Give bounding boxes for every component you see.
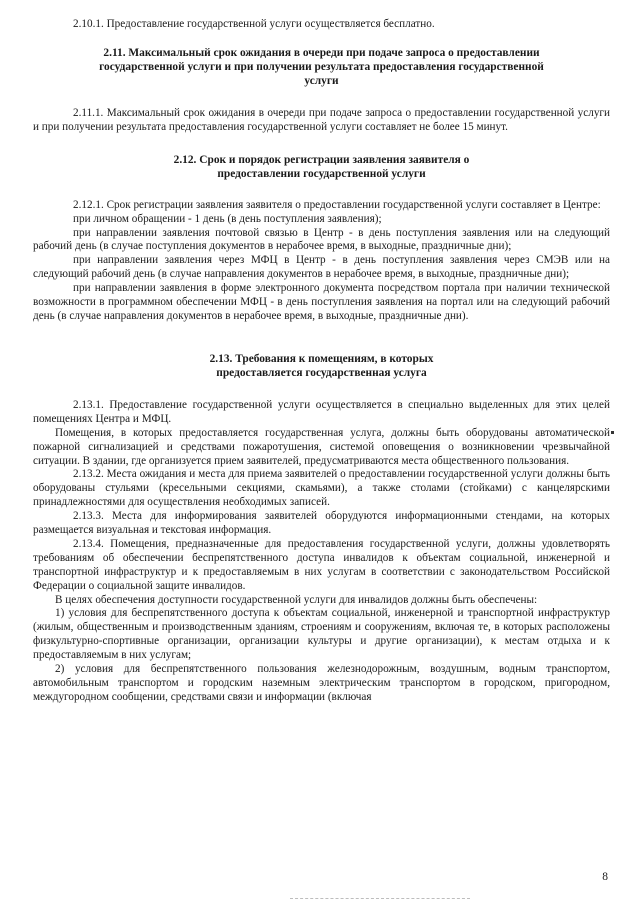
paragraph-2-13-4: 2.13.4. Помещения, предназначенные для предоставления государственной услуги, должны удовлетворять требованиям об обеспечении беспрепятственного доступа инвалидов к объектам социальной, инженерной и транспортной инфраструктур и к предоставляемым в них услугам в соответствии с законодательством Российской Федерации о социальной защите инвалидов.	[33, 537, 610, 592]
scan-edge-line	[290, 898, 470, 899]
paragraph-2-13-accessibility: В целях обеспечения доступности государственной услуги для инвалидов должны быть обеспечены:	[55, 593, 538, 606]
paragraph-2-13-2: 2.13.2. Места ожидания и места для приема заявителей о предоставлении государственной услуги должны быть оборудованы стульями (кресельными секциями, скамьями), а также столами (стойками) с канцелярскими принадлежностями для осуществления необходимых записей.	[33, 468, 610, 509]
section-heading-2-12: 2.12. Срок и порядок регистрации заявления заявителя о предоставлении государственной услуги	[173, 153, 470, 180]
paragraph-2-12-portal: при направлении заявления в форме электронного документа посредством портала при наличии технической возможности в программном обеспечении МФЦ - в день поступления заявления на портал или на следующий рабочий день (в случае направления документов в нерабочее время, в выходные, праздничные дни).	[33, 282, 610, 322]
page-content	[33, 16, 610, 705]
paragraph-2-13-1: 2.13.1. Предоставление государственной услуги осуществляется в специально выделенных для этих целей помещениях Центра и МФЦ.	[33, 398, 610, 425]
scan-speck	[611, 431, 614, 434]
paragraph-2-13-3: 2.13.3. Места для информирования заявителей оборудуются информационными стендами, на которых размещается визуальная и текстовая информация.	[33, 510, 610, 537]
paragraph-2-12-mfc: при направлении заявления через МФЦ в Центр - в день поступления заявления через СМЭВ или на следующий рабочий день (в случае направления документов в нерабочее время, в выходные, праздничные дни);	[33, 254, 610, 281]
paragraph-2-12-1: 2.12.1. Срок регистрации заявления заявителя о предоставлении государственной услуги составляет в Центре:	[73, 198, 601, 211]
section-heading-2-11: 2.11. Максимальный срок ожидания в очереди при подаче запроса о предоставлении государственной услуги и при получении результата предоставления государственной услуги	[99, 46, 544, 87]
paragraph-2-13-1-premises: Помещения, в которых предоставляется государственная услуга, должны быть оборудованы автоматической пожарной сигнализацией и средствами пожаротушения, системой оповещения о возникновении чрезвычайной ситуации. В здании, где организуется прием заявителей, предусматриваются места общественного пользования.	[33, 426, 610, 467]
list-item-1: 1) условия для беспрепятственного доступа к объектам социальной, инженерной и транспортной инфраструктур (жилым, общественным и производственным зданиям, строениям и сооружениям, включая те, в которых расположены физкультурно-спортивные организации, организации культуры и другие организации), к местам отдыха и к предоставляемым в них услугам;	[33, 607, 610, 662]
paragraph-2-11-1: 2.11.1. Максимальный срок ожидания в очереди при подаче запроса о предоставлении государственной услуги и при получении результата предоставления государственной услуги составляет не более 15 минут.	[33, 106, 610, 133]
paragraph-2-12-personal: при личном обращении - 1 день (в день поступления заявления);	[73, 212, 382, 225]
list-item-2: 2) условия для беспрепятственного пользования железнодорожным, воздушным, водным транспортом, автомобильным транспортом и городским наземным электрическим транспортом в городском, пригородном, междугородном сообщении, средствами связи и информации (включая	[33, 663, 610, 703]
paragraph-2-12-mail: при направлении заявления почтовой связью в Центр - в день поступления заявления или на следующий рабочий день (в случае поступления документов в нерабочее время, в выходные, праздничные дни);	[33, 226, 610, 253]
page-number: 8	[602, 871, 608, 883]
paragraph-2-10-1: 2.10.1. Предоставление государственной услуги осуществляется бесплатно.	[73, 18, 435, 30]
section-heading-2-13: 2.13. Требования к помещениям, в которых предоставляется государственная услуга	[209, 352, 434, 379]
